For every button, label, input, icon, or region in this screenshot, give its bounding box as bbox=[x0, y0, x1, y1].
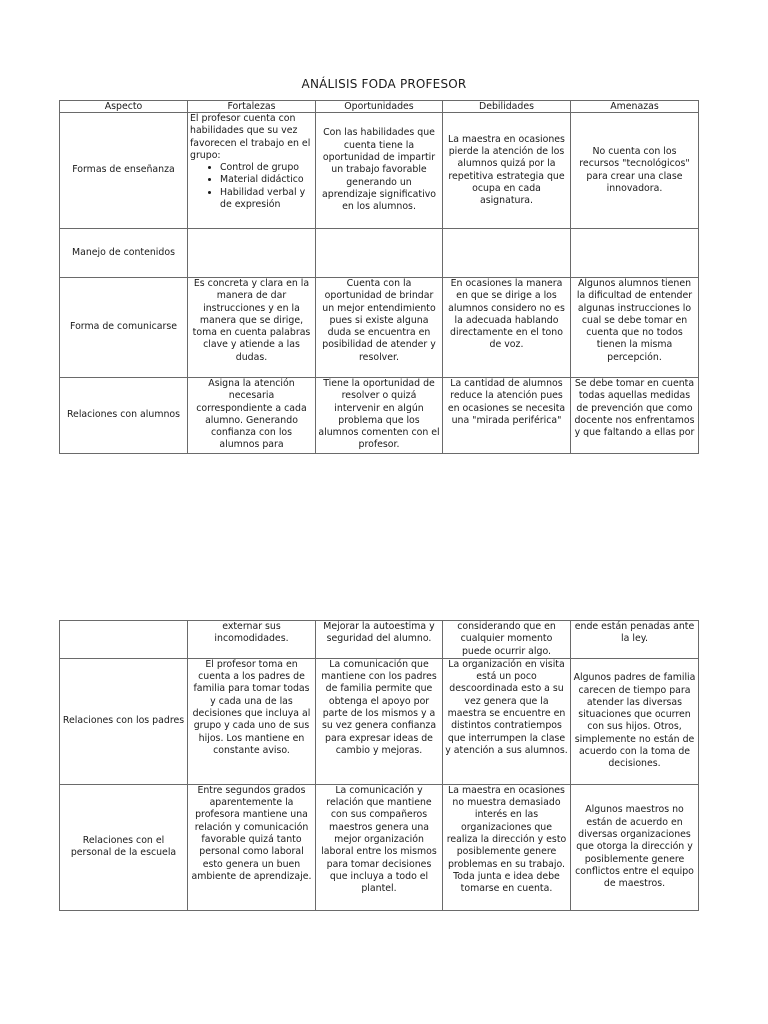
aspect-cell: Manejo de contenidos bbox=[60, 229, 188, 278]
oportunidades-cell: Mejorar la autoestima y seguridad del alumno. bbox=[316, 621, 443, 659]
table-row bbox=[60, 658, 699, 784]
debilidades-text: La cantidad de alumnos reduce la atención pues en ocasiones se necesita una "mirada periférica" bbox=[447, 378, 566, 426]
amenazas-cell bbox=[571, 229, 699, 278]
amenazas-cell: ende están penadas ante la ley. bbox=[571, 621, 699, 659]
debilidades-cell: La organización en visita está un poco descoordinada esto a su vez genera que la maestra se encuentre en distintos contratiempos que interrumpen la clase y atención a sus alumnos. bbox=[443, 658, 571, 784]
list-item: • Control de grupo bbox=[220, 162, 313, 174]
list-item: • Habilidad verbal y de expresión bbox=[220, 187, 313, 212]
table-row bbox=[60, 113, 699, 229]
table-row bbox=[60, 229, 699, 278]
document-title: ANÁLISIS FODA PROFESOR bbox=[301, 77, 467, 91]
fortalezas-cell bbox=[188, 229, 316, 278]
amenazas-cell: Algunos maestros no están de acuerdo en diversas organizaciones que otorga la dirección y posiblemente genere conflictos entre el equipo de maestros. bbox=[571, 784, 699, 910]
header-oportunidades: Oportunidades bbox=[316, 101, 443, 113]
aspect-cell: Relaciones con los padres bbox=[60, 658, 188, 784]
oportunidades-cell bbox=[316, 378, 443, 454]
fortalezas-cell: Es concreta y clara en la manera de dar instrucciones y en la manera que se dirige, toma en cuenta palabras clave y atiende a las dudas. bbox=[188, 278, 316, 378]
header-aspecto: Aspecto bbox=[60, 101, 188, 113]
aspect-cell: Forma de comunicarse bbox=[60, 278, 188, 378]
oportunidades-text: Tiene la oportunidad de resolver o quizá intervenir en algún problema que los alumnos comenten con el profesor. bbox=[318, 378, 440, 451]
debilidades-cell bbox=[443, 229, 571, 278]
foda-table-page-2 bbox=[59, 620, 699, 911]
debilidades-cell bbox=[443, 378, 571, 454]
aspect-cell: Formas de enseñanza bbox=[60, 113, 188, 229]
debilidades-cell: considerando que en cualquier momento puede ocurrir algo. bbox=[443, 621, 571, 659]
oportunidades-cell: Cuenta con la oportunidad de brindar un mejor entendimiento pues si existe alguna duda se encuentra en posibilidad de atender y resolver. bbox=[316, 278, 443, 378]
foda-table-page-1 bbox=[59, 100, 699, 454]
oportunidades-cell bbox=[316, 229, 443, 278]
header-fortalezas: Fortalezas bbox=[188, 101, 316, 113]
fortalezas-list bbox=[190, 162, 313, 211]
table-row bbox=[60, 378, 699, 454]
amenazas-text: Se debe tomar en cuenta todas aquellas medidas de prevención que como docente nos enfrentamos y que faltando a ellas por bbox=[574, 378, 695, 439]
debilidades-cell: En ocasiones la manera en que se dirige a los alumnos considero no es la adecuada hablando directamente en el tono de voz. bbox=[443, 278, 571, 378]
header-debilidades: Debilidades bbox=[443, 101, 571, 113]
list-item: • Material didáctico bbox=[220, 174, 313, 186]
fortalezas-intro: El profesor cuenta con habilidades que su vez favorecen el trabajo en el grupo: bbox=[190, 113, 311, 161]
fortalezas-cell: externar sus incomodidades. bbox=[188, 621, 316, 659]
amenazas-cell bbox=[571, 378, 699, 454]
oportunidades-cell: Con las habilidades que cuenta tiene la oportunidad de impartir un trabajo favorable generando un aprendizaje significativo en los alumnos. bbox=[316, 113, 443, 229]
oportunidades-cell: La comunicación y relación que mantiene con sus compañeros maestros genera una mejor organización laboral entre los mismos para tomar decisiones que incluya a todo el plantel. bbox=[316, 784, 443, 910]
amenazas-cell: No cuenta con los recursos "tecnológicos" para crear una clase innovadora. bbox=[571, 113, 699, 229]
aspect-cell: Relaciones con alumnos bbox=[60, 378, 188, 454]
header-amenazas: Amenazas bbox=[571, 101, 699, 113]
fortalezas-cell: Entre segundos grados aparentemente la profesora mantiene una relación y comunicación favorable quizá tanto personal como laboral esto genera un buen ambiente de aprendizaje. bbox=[188, 784, 316, 910]
amenazas-cell: Algunos alumnos tienen la dificultad de entender algunas instrucciones lo cual se debe tomar en cuenta que no todos tienen la misma percepción. bbox=[571, 278, 699, 378]
table-row bbox=[60, 278, 699, 378]
fortalezas-cell bbox=[188, 113, 316, 229]
table-row bbox=[60, 621, 699, 659]
oportunidades-cell: La comunicación que mantiene con los padres de familia permite que obtenga el apoyo por parte de los mismos y a su vez genera confianza para expresar ideas de cambio y mejoras. bbox=[316, 658, 443, 784]
fortalezas-cell: El profesor toma en cuenta a los padres de familia para tomar todas y cada una de las decisiones que incluya al grupo y cada uno de sus hijos. Los mantiene en constante aviso. bbox=[188, 658, 316, 784]
aspect-cell: Relaciones con el personal de la escuela bbox=[60, 784, 188, 910]
debilidades-cell: La maestra en ocasiones no muestra demasiado interés en las organizaciones que realiza la dirección y esto posiblemente genere problemas en su trabajo. Toda junta e idea debe tomarse en cuenta. bbox=[443, 784, 571, 910]
aspect-cell bbox=[60, 621, 188, 659]
header-row bbox=[60, 101, 699, 113]
table-row bbox=[60, 784, 699, 910]
debilidades-cell: La maestra en ocasiones pierde la atención de los alumnos quizá por la repetitiva estrategia que ocupa en cada asignatura. bbox=[443, 113, 571, 229]
fortalezas-cell bbox=[188, 378, 316, 454]
amenazas-cell: Algunos padres de familia carecen de tiempo para atender las diversas situaciones que ocurren con sus hijos. Otros, simplemente no están de acuerdo con la toma de decisiones. bbox=[571, 658, 699, 784]
fortalezas-text: Asigna la atención necesaria correspondiente a cada alumno. Generando confianza con los alumnos para bbox=[196, 378, 307, 451]
